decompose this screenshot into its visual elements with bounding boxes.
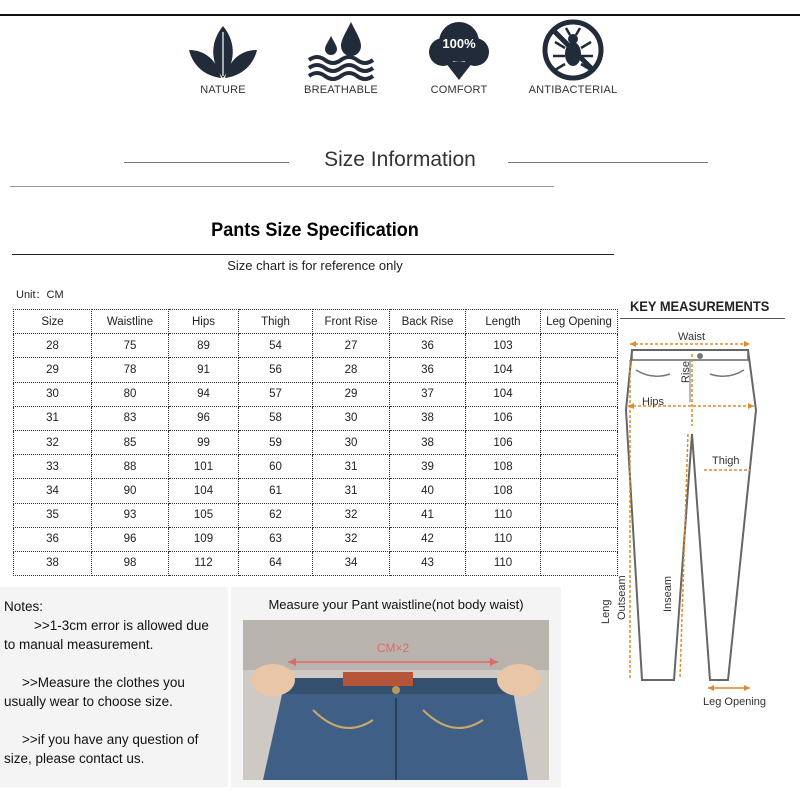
table-cell [541,382,618,406]
notes-title: Notes: [4,599,44,614]
table-row [14,503,618,527]
table-cell: 96 [169,406,239,430]
table-cell [541,430,618,454]
table-cell: 31 [14,406,92,430]
table-cell: 38 [14,551,92,575]
table-cell: 37 [390,382,466,406]
cm-x2-label: CM×2 [376,641,410,655]
table-header: Length [466,310,541,334]
table-cell: 91 [169,358,239,382]
table-cell: 103 [466,334,541,358]
table-cell: 101 [169,455,239,479]
table-cell: 30 [14,382,92,406]
table-cell: 83 [92,406,169,430]
feature-nature [168,18,278,96]
jeans-photo [243,620,549,780]
table-cell: 110 [466,551,541,575]
table-cell: 89 [169,334,239,358]
measure-panel [231,587,561,787]
table-cell [541,527,618,551]
table-row [14,334,618,358]
no-bug-icon [533,18,613,82]
note-line: usually wear to choose size. [4,694,173,709]
table-cell: 32 [313,503,390,527]
feature-label: NATURE [200,84,246,96]
note-line: to manual measurement. [4,637,154,652]
table-row [14,455,618,479]
note-line: >>if you have any question of [22,732,199,747]
table-cell: 104 [169,479,239,503]
table-cell: 30 [313,406,390,430]
note-line: size, please contact us. [4,751,145,766]
table-cell: 32 [14,430,92,454]
feature-label: ANTIBACTERIAL [528,84,618,96]
table-header: Thigh [239,310,313,334]
table-row [14,382,618,406]
table-cell: 28 [313,358,390,382]
table-cell: 27 [313,334,390,358]
top-divider [0,14,800,16]
table-cell: 61 [239,479,313,503]
table-cell: 33 [14,455,92,479]
table-row [14,406,618,430]
table-cell: 106 [466,406,541,430]
key-leg-opening-label: Leg Opening [703,696,766,708]
feature-label: BREATHABLE [304,84,378,96]
table-cell: 59 [239,430,313,454]
feature-label: COMFORT [430,84,488,96]
table-cell: 28 [14,334,92,358]
table-cell [541,334,618,358]
table-cell [541,455,618,479]
table-cell: 60 [239,455,313,479]
table-cell: 29 [313,382,390,406]
water-drops-icon [301,18,381,82]
table-row [14,358,618,382]
table-cell: 63 [239,527,313,551]
table-cell: 88 [92,455,169,479]
table-cell [541,358,618,382]
table-row [14,479,618,503]
table-cell: 42 [390,527,466,551]
table-header-row [14,310,618,334]
note-line: >>1-3cm error is allowed due [34,618,209,633]
table-row [14,527,618,551]
leaves-icon [183,18,263,82]
table-cell: 96 [92,527,169,551]
table-cell [541,551,618,575]
table-row [14,430,618,454]
key-inseam-label: Inseam [662,575,674,612]
table-cell: 110 [466,503,541,527]
section-title: Size Information [324,148,476,171]
table-cell: 31 [313,479,390,503]
table-cell: 109 [169,527,239,551]
table-cell: 64 [239,551,313,575]
table-cell: 56 [239,358,313,382]
table-cell: 93 [92,503,169,527]
table-cell: 34 [14,479,92,503]
table-cell: 80 [92,382,169,406]
measure-caption: Measure your Pant waistline(not body waist) [268,597,524,612]
spec-title-rule [12,254,614,255]
key-hips-label: Hips [642,396,665,408]
table-header: Waistline [92,310,169,334]
size-table [13,309,618,576]
table-cell: 62 [239,503,313,527]
section-underline [10,186,554,187]
table-cell: 105 [169,503,239,527]
table-cell: 99 [169,430,239,454]
table-cell: 36 [390,358,466,382]
table-cell: 104 [466,358,541,382]
notes-panel [0,587,228,787]
table-cell: 38 [390,430,466,454]
table-cell: 29 [14,358,92,382]
table-cell: 106 [466,430,541,454]
table-cell: 36 [390,334,466,358]
feature-comfort [404,18,514,96]
unit-label: Unit：CM [16,289,64,301]
table-cell: 57 [239,382,313,406]
table-cell: 85 [92,430,169,454]
key-rise-label: Rise [680,360,692,383]
table-cell: 39 [390,455,466,479]
table-cell: 31 [313,455,390,479]
note-line: >>Measure the clothes you [22,675,185,690]
table-cell: 54 [239,334,313,358]
table-cell: 38 [390,406,466,430]
table-cell: 104 [466,382,541,406]
table-cell: 98 [92,551,169,575]
cotton-100-icon [419,18,499,82]
table-cell: 108 [466,455,541,479]
key-title: KEY MEASUREMENTS [630,298,770,314]
table-cell: 112 [169,551,239,575]
key-waist-label: Waist [678,331,706,343]
spec-title: Pants Size Specification [211,220,419,241]
table-header: Front Rise [313,310,390,334]
key-length-label: Leng [600,599,612,624]
table-cell: 110 [466,527,541,551]
cotton-badge: 100% [442,36,476,51]
table-cell: 75 [92,334,169,358]
table-cell: 43 [390,551,466,575]
table-cell: 41 [390,503,466,527]
table-cell: 40 [390,479,466,503]
key-thigh-label: Thigh [712,455,740,467]
table-cell: 34 [313,551,390,575]
table-header: Size [14,310,92,334]
table-cell: 58 [239,406,313,430]
table-cell: 90 [92,479,169,503]
table-header: Hips [169,310,239,334]
table-cell: 94 [169,382,239,406]
table-cell: 30 [313,430,390,454]
table-cell: 78 [92,358,169,382]
key-outseam-label: Outseam [616,575,628,620]
table-cell: 32 [313,527,390,551]
table-header: Leg Opening [541,310,618,334]
feature-antibacterial [518,18,628,96]
table-cell: 35 [14,503,92,527]
table-row [14,551,618,575]
table-cell [541,406,618,430]
table-cell [541,503,618,527]
feature-breathable [286,18,396,96]
table-cell [541,479,618,503]
table-cell: 108 [466,479,541,503]
pants-diagram [616,294,800,724]
spec-subtitle: Size chart is for reference only [227,258,403,273]
table-cell: 36 [14,527,92,551]
table-header: Back Rise [390,310,466,334]
